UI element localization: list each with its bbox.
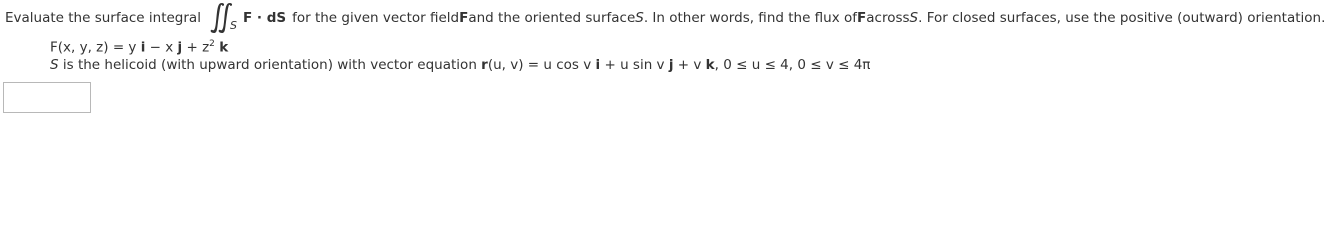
prompt-intro: Evaluate the surface integral: [5, 10, 201, 26]
unit-k: k: [219, 39, 229, 56]
field-mid-2: + z: [182, 39, 210, 56]
integral-subscript: S: [229, 19, 237, 32]
surface-unit-i: i: [595, 57, 601, 73]
surface-text-1: is the helicoid (with upward orientation) with vector equation: [58, 57, 482, 73]
surface-definition: [50, 57, 870, 73]
prompt-text-5: . For closed surfaces, use the positive (outward) orientation.: [918, 10, 1325, 26]
surface-text-2: (u, v) = u cos v: [487, 57, 596, 73]
question-prompt: [5, 0, 1325, 36]
double-integral-symbol: [205, 0, 239, 36]
unit-j: j: [177, 39, 183, 56]
surface-text-5: , 0 ≤ u ≤ 4, 0 ≤ v ≤ 4π: [714, 57, 871, 73]
field-mid-1: − x: [145, 39, 178, 56]
surface-S: S: [635, 10, 644, 26]
prompt-text-3: . In other words, find the flux of: [643, 10, 858, 26]
prompt-text-1: for the given vector field: [292, 10, 460, 26]
surface-text-3: + u sin v: [600, 57, 669, 73]
answer-input[interactable]: [3, 82, 91, 113]
surface-unit-j: j: [668, 57, 674, 73]
integrand: F · dS: [242, 10, 287, 26]
prompt-text-4: across: [866, 10, 910, 26]
surface-text-4: + v: [673, 57, 706, 73]
vector-field-F: F: [459, 10, 469, 26]
surface-name: S: [50, 57, 59, 73]
surface-unit-k: k: [705, 57, 715, 73]
surface-S-2: S: [909, 10, 919, 26]
vector-field-F-2: F: [857, 10, 867, 26]
param-r: r: [481, 57, 488, 73]
unit-i: i: [140, 39, 146, 56]
vector-field-definition: [50, 39, 228, 56]
prompt-text-2: and the oriented surface: [468, 10, 636, 26]
field-lhs: F(x, y, z) = y: [50, 39, 141, 56]
field-exponent: 2: [209, 39, 215, 49]
